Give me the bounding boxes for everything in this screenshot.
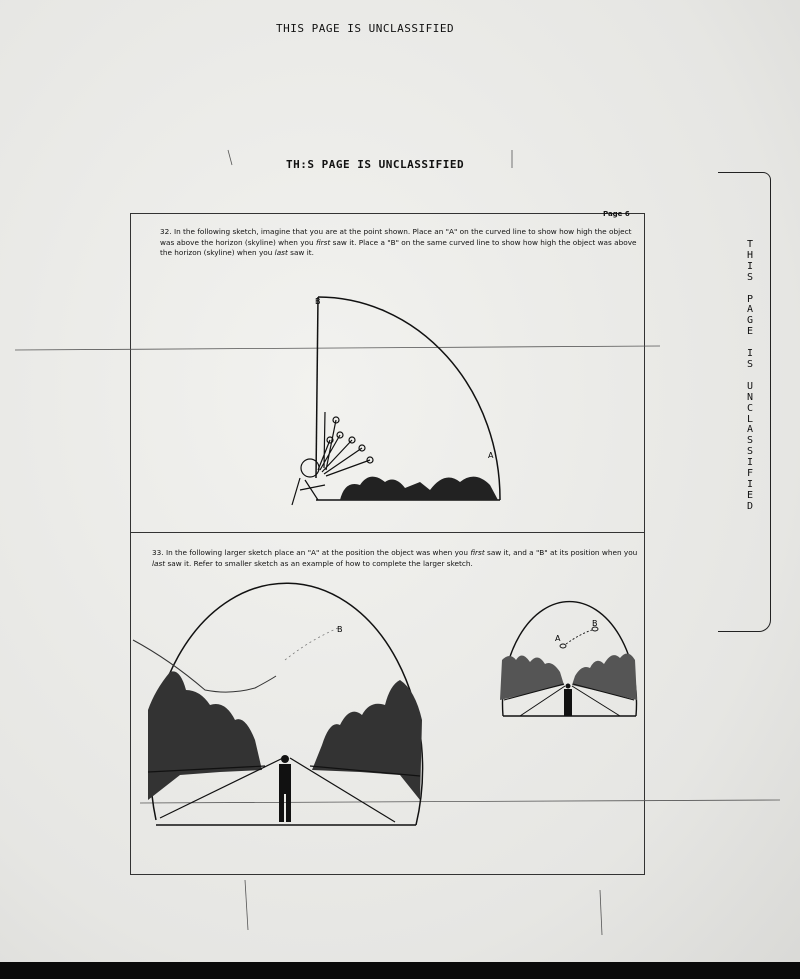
example-label-a: A: [555, 634, 561, 643]
question-32-number: 32.: [160, 227, 172, 236]
page-number: Page 6: [603, 210, 630, 218]
pencil-scribble: [133, 640, 276, 692]
side-classification-stamp: T H I S P A G E I S U N C L A S S I F I E D: [746, 239, 754, 512]
trees-and-houses-32: [340, 477, 498, 500]
large-sketch-label-b: B: [337, 625, 343, 634]
scan-artifacts: [15, 150, 780, 935]
observer-example: [564, 684, 572, 717]
question-32-text: 32. In the following sketch, imagine that you are at the point shown. Place an "A" on the curved line to show how high the object was above the horizon (skyline) when you first saw it. Place a "B" on the same curved line to show how high the object was above the horizon (skyline) when you last saw it.: [160, 227, 637, 257]
scan-bottom-edge: [0, 962, 800, 979]
question-32-sketch: [292, 297, 500, 505]
object-marker-a: [560, 644, 566, 648]
example-dotted-path: [566, 630, 592, 644]
dotted-path-large: [285, 628, 338, 660]
vertical-line-32: [316, 297, 318, 478]
question-33-example-sketch: [500, 602, 637, 716]
question-33-number: 33.: [152, 548, 164, 557]
example-label-b: B: [592, 619, 598, 628]
top-classification-stamp: THIS PAGE IS UNCLASSIFIED: [276, 22, 455, 35]
middle-classification-stamp: TH:S PAGE IS UNCLASSIFIED: [286, 158, 465, 171]
sketch-label-b: B: [315, 297, 321, 306]
observer-large: [279, 755, 291, 822]
question-33-large-sketch: [133, 583, 423, 825]
sketch-label-a: A: [488, 451, 494, 460]
right-trees-example: [572, 653, 637, 700]
question-33-text: 33. In the following larger sketch place an "A" at the position the object was when you first saw it, and a "B" at its position when you last saw it. Refer to smaller sketch as an example of how to complete the larger sketch.: [152, 548, 638, 568]
